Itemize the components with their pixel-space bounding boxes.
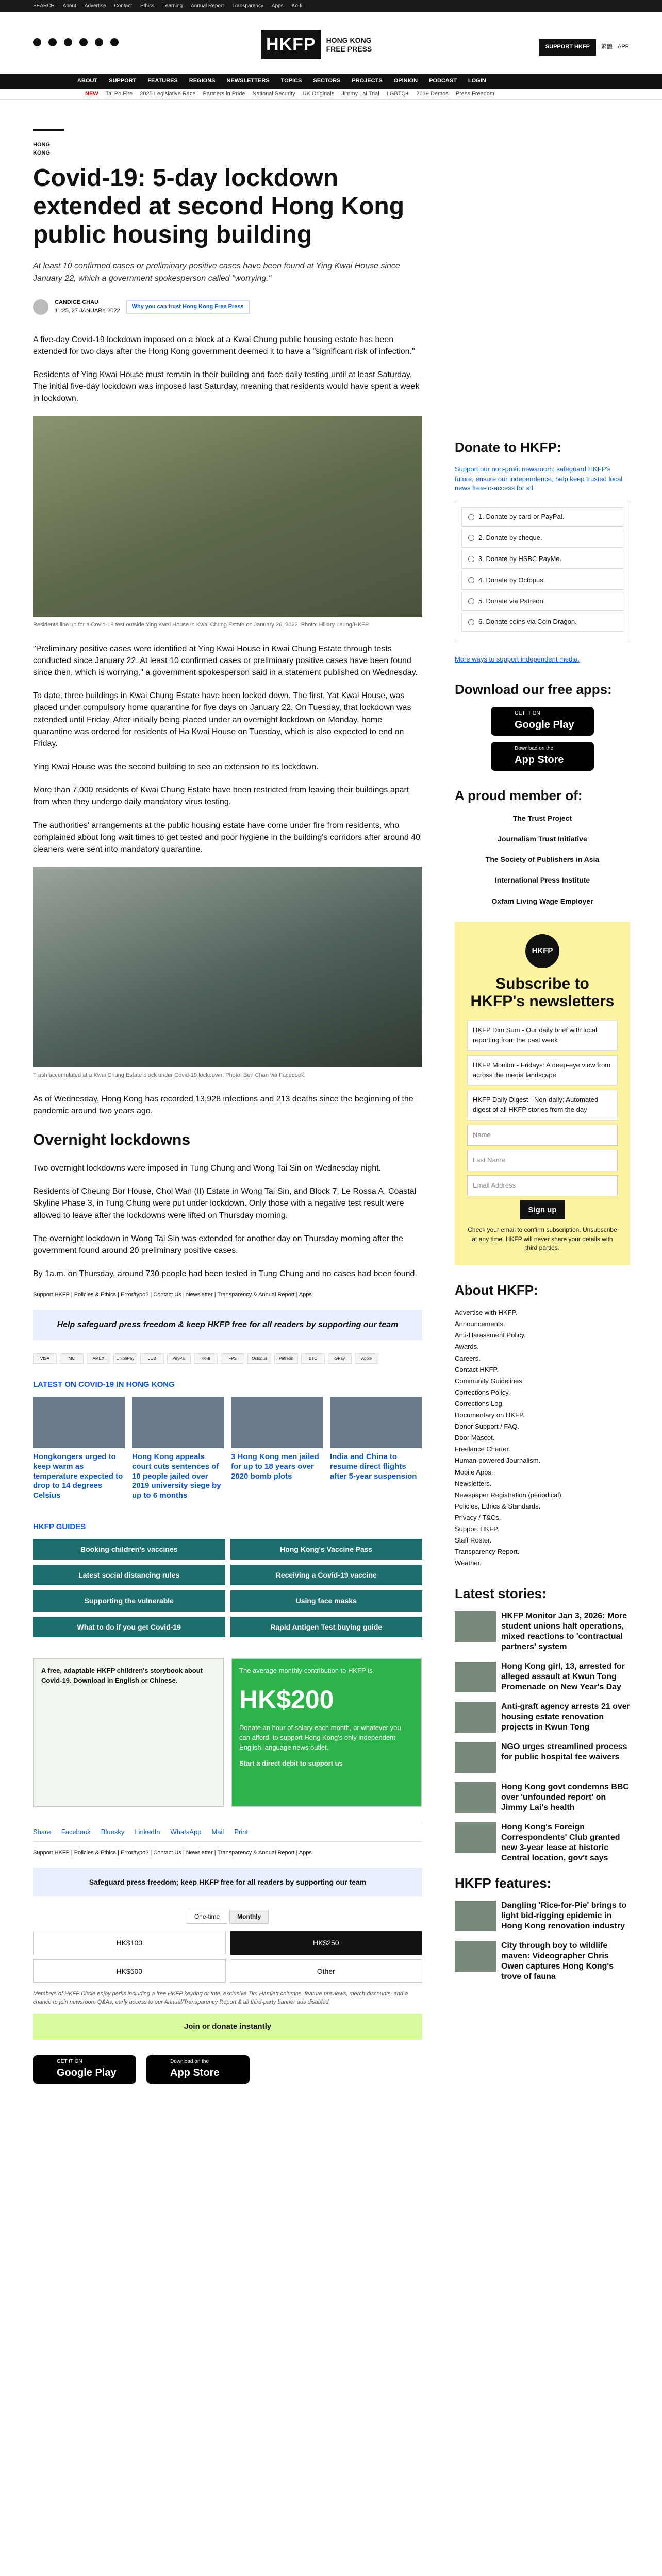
guide-button[interactable]: Receiving a Covid-19 vaccine	[230, 1565, 423, 1585]
newsletter-logo: HKFP	[525, 934, 559, 968]
paragraph: "Preliminary positive cases were identified at Ying Kwai House in Kwai Chung Estate through tests conducted since January 22. At least 10 confirmed cases or preliminary positive cases have been found since then, which is worrying," a government spokesperson said in a statement published on Wednesday.	[33, 644, 418, 677]
paragraph: By 1a.m. on Thursday, around 730 people had been tested in Tung Chung and no cases had been found.	[33, 1269, 417, 1279]
about-link[interactable]: Weather.	[455, 1559, 482, 1567]
feature-item[interactable]	[455, 1941, 630, 1982]
latest-stories	[455, 1584, 630, 1863]
top-utility-bar	[0, 0, 662, 12]
share-link[interactable]: Bluesky	[101, 1827, 125, 1836]
feature-thumbnail	[455, 1941, 496, 1972]
story-title[interactable]: Hong Kong govt condemns BBC over 'unfounded report' on Jimmy Lai's health	[501, 1783, 629, 1812]
trending-link[interactable]: National Security	[252, 90, 295, 97]
about-link[interactable]: Documentary on HKFP.	[455, 1411, 525, 1419]
about-link[interactable]: Corrections Log.	[455, 1399, 504, 1408]
about-link[interactable]: Awards.	[455, 1343, 479, 1351]
trending-link[interactable]: Partners in Pride	[203, 90, 245, 97]
features-title: HKFP features:	[455, 1875, 552, 1891]
support-banner[interactable]: Help safeguard press freedom & keep HKFP free for all readers by supporting our team	[33, 1310, 422, 1340]
about-link[interactable]: Advertise with HKFP.	[455, 1309, 518, 1317]
support-links[interactable]: Support HKFP | Policies & Ethics | Error/typo? | Contact Us | Newsletter | Transparency & Annual Report | Apps	[33, 1292, 312, 1298]
site-header	[0, 12, 662, 74]
payment-logo: BTC	[301, 1353, 325, 1364]
share-bar	[33, 1823, 422, 1842]
share-link[interactable]: WhatsApp	[170, 1827, 202, 1836]
latest-section-title[interactable]: LATEST ON COVID-19 IN HONG KONG	[33, 1380, 175, 1389]
google-play-button[interactable]	[491, 707, 594, 736]
store-small-label: Download on the	[170, 2058, 209, 2064]
logo-mark: HKFP	[261, 30, 321, 59]
promo-body: Donate an hour of salary each month, or whatever you can afford, to support Hong Kong's only independent English-language news outlet.	[239, 1724, 401, 1751]
newsletter-option[interactable]: HKFP Monitor - Fridays: A deep-eye view from across the media landscape	[467, 1055, 618, 1086]
app-link[interactable]: APP	[617, 44, 629, 50]
card-title[interactable]: Hongkongers urged to keep warm as temperature expected to drop to 14 degrees Celsius	[33, 1452, 123, 1500]
donate-option[interactable]: 2. Donate by cheque.	[461, 529, 623, 548]
donate-amounts	[33, 1931, 422, 1983]
support-hkfp-button[interactable]: SUPPORT HKFP	[539, 39, 596, 56]
topbar-link[interactable]: Apps	[271, 3, 284, 9]
paragraph: Ying Kwai House was the second building to see an extension to its lockdown.	[33, 762, 319, 772]
storybook-promo[interactable]	[33, 1658, 224, 1807]
donate-options	[455, 501, 630, 640]
nav-item[interactable]: NEWSLETTERS	[226, 78, 270, 84]
about-link[interactable]: Privacy / T&Cs.	[455, 1513, 501, 1521]
member-logo[interactable]: Journalism Trust Initiative	[498, 834, 587, 843]
store-small-label: GET IT ON	[57, 2058, 82, 2064]
about-list	[455, 1307, 630, 1569]
paragraph: Residents of Cheung Bor House, Choi Wan (II) Estate in Wong Tai Sin, and Block 7, Le Rossa A, Coastal Skyline Phase 3, in Tung Chung were put under lockdown. Only those with a negative test result were allowed to leave after the lockdowns were lifted on Thursday morning.	[33, 1187, 417, 1220]
topbar-link[interactable]: About	[62, 3, 76, 9]
guide-button[interactable]: Rapid Antigen Test buying guide	[230, 1617, 423, 1637]
app-store-button[interactable]	[146, 2055, 250, 2084]
about-link[interactable]: Newsletters.	[455, 1479, 492, 1487]
photo-caption: Residents line up for a Covid-19 test outside Ying Kwai House in Kwai Chung Estate on January 26, 2022. Photo: Hillary Leung/HKFP.	[33, 621, 370, 628]
donate-intro[interactable]: Support our non-profit newsroom: safeguard HKFP's future, ensure our independence, help keep trusted local news free-to-access for all.	[455, 465, 623, 493]
payment-logo: VISA	[33, 1353, 57, 1364]
about-link[interactable]: Staff Roster.	[455, 1536, 492, 1545]
card-title[interactable]: India and China to resume direct flights after 5-year suspension	[330, 1452, 417, 1481]
about-link[interactable]: Freelance Charter.	[455, 1445, 510, 1453]
paragraph: Two overnight lockdowns were imposed in Tung Chung and Wong Tai Sin on Wednesday night.	[33, 1164, 382, 1173]
story-title[interactable]: Hong Kong's Foreign Correspondents' Club granted new 3-year lease at historic Central location, gov't says	[501, 1823, 620, 1863]
photo-caption: Trash accumulated at a Kwai Chung Estate block under Covid-19 lockdown. Photo: Ben Chan via Facebook.	[33, 1072, 306, 1079]
about-link[interactable]: Corrections Policy.	[455, 1388, 510, 1396]
store-small-label: GET IT ON	[515, 710, 540, 717]
about-link[interactable]: Policies, Ethics & Standards.	[455, 1502, 541, 1510]
about-link[interactable]: Mobile Apps.	[455, 1468, 493, 1476]
story-thumbnail	[455, 1702, 496, 1733]
story-item[interactable]	[455, 1611, 630, 1652]
card-thumbnail	[132, 1397, 224, 1448]
latest-card[interactable]	[231, 1397, 323, 1501]
article-photo	[33, 416, 422, 617]
guide-button[interactable]: Latest social distancing rules	[33, 1565, 225, 1585]
about-title: About HKFP:	[455, 1282, 538, 1298]
member-logo[interactable]: Oxfam Living Wage Employer	[491, 896, 593, 905]
donate-frequency-tabs	[33, 1910, 422, 1924]
donate-option[interactable]: 4. Donate by Octopus.	[461, 571, 623, 590]
author-avatar	[33, 299, 48, 315]
about-link[interactable]: Announcements.	[455, 1320, 505, 1328]
bluesky-icon[interactable]	[110, 38, 119, 46]
nav-item[interactable]: REGIONS	[189, 78, 216, 84]
card-thumbnail	[33, 1397, 125, 1448]
share-link[interactable]: Print	[234, 1827, 249, 1836]
promo-row	[33, 1658, 422, 1807]
story-item[interactable]	[455, 1782, 630, 1813]
publish-date: 11:25, 27 JANUARY 2022	[55, 307, 120, 314]
payment-logo: GPay	[328, 1353, 352, 1364]
paragraph: To date, three buildings in Kwai Chung Estate have been locked down. The first, Yat Kwai House, was placed under compulsory home quarantine for five days on January 22. On Tuesday, that lockdown was extended until Friday. After initially being placed under an overnight lockdown on Monday, home quarantine was ordered for residents of Ha Kwai House on Tuesday, which is also expected to end on Friday.	[33, 691, 411, 748]
support-banner[interactable]: Safeguard press freedom; keep HKFP free for all readers by supporting our team	[33, 1868, 422, 1896]
author-name[interactable]: CANDICE CHAU	[55, 299, 98, 306]
contribution-promo[interactable]	[231, 1658, 422, 1807]
newsletter-title: Subscribe to HKFP's newsletters	[470, 975, 615, 1010]
latest-cards	[33, 1397, 422, 1501]
story-thumbnail	[455, 1782, 496, 1813]
story-thumbnail	[455, 1662, 496, 1692]
guides-grid	[33, 1539, 422, 1637]
share-link[interactable]: Mail	[211, 1827, 224, 1836]
topbar-link[interactable]: SEARCH	[33, 3, 55, 9]
last-name-input[interactable]: Last Name	[467, 1150, 618, 1171]
guide-button[interactable]: Using face masks	[230, 1590, 423, 1611]
story-title[interactable]: Hong Kong girl, 13, arrested for alleged assault at Kwun Tong Promenade on New Year's Day	[501, 1662, 625, 1692]
donate-button[interactable]: Join or donate instantly	[33, 2014, 422, 2040]
member-logo[interactable]: The Trust Project	[512, 814, 572, 822]
article	[33, 129, 422, 2094]
member-logo[interactable]: International Press Institute	[494, 876, 590, 885]
logo-text: HONG KONG FREE PRESS	[326, 36, 372, 53]
donate-option[interactable]: 3. Donate by HSBC PayMe.	[461, 550, 623, 569]
share-link[interactable]: Facebook	[61, 1827, 91, 1836]
about-link[interactable]: Careers.	[455, 1354, 481, 1362]
topbar-link[interactable]: Ethics	[140, 3, 155, 9]
payment-logo: Patreon	[274, 1353, 298, 1364]
paragraph: A five-day Covid-19 lockdown imposed on a block at a Kwai Chung public housing estate has been extended for two days after the Hong Kong government deemed it to have a "significant risk of infection."	[33, 335, 415, 356]
feature-title[interactable]: Dangling 'Rice-for-Pie' brings to light bid-rigging epidemic in Hong Kong renovation industry	[501, 1901, 627, 1930]
store-name: App Store	[170, 2067, 220, 2079]
trending-link[interactable]: Jimmy Lai Trial	[341, 90, 379, 97]
app-store-button[interactable]	[491, 742, 594, 771]
story-thumbnail	[455, 1822, 496, 1853]
about-link[interactable]: Newspaper Registration (periodical).	[455, 1490, 564, 1499]
promo-amount: HK$200	[239, 1685, 334, 1714]
donate-note: Members of HKFP Circle enjoy perks including a free HKFP keyring or tote, exclusive Tim Hamlett columns, feature previews, merch discounts, and a chance to join newsroom Q&As, early access to our Annual/Transparency Report & all third-party banner ads disabled.	[33, 1990, 408, 2005]
trending-link[interactable]: UK Originals	[302, 90, 335, 97]
store-name: Google Play	[515, 719, 574, 731]
social-icons	[33, 38, 119, 46]
share-link[interactable]: LinkedIn	[135, 1827, 160, 1836]
payment-logo: FPS	[221, 1353, 244, 1364]
promo-heading: The average monthly contribution to HKFP is	[239, 1666, 373, 1674]
author-block	[55, 299, 120, 315]
google-play-button[interactable]	[33, 2055, 136, 2084]
guide-button[interactable]: What to do if you get Covid-19	[33, 1617, 225, 1637]
promo-cta[interactable]: Start a direct debit to support us	[239, 1759, 343, 1767]
card-title[interactable]: Hong Kong appeals court cuts sentences of 10 people jailed over 2019 university siege by up to 6 months	[132, 1452, 221, 1500]
subheading: Overnight lockdowns	[33, 1131, 191, 1148]
store-name: Google Play	[57, 2067, 117, 2079]
x-icon[interactable]	[48, 38, 57, 46]
topbar-link[interactable]: Advertise	[84, 3, 106, 9]
payment-logo: Apple	[355, 1353, 378, 1364]
nav-item[interactable]: TOPICS	[280, 78, 302, 84]
nav-item[interactable]: PODCAST	[429, 78, 457, 84]
newsletter-note: Check your email to confirm subscription. Unsubscribe at any time. HKFP will never share your details with third parties.	[468, 1226, 617, 1252]
email-input[interactable]: Email Address	[467, 1175, 618, 1196]
about-link[interactable]: Support HKFP.	[455, 1524, 499, 1533]
header-actions	[539, 39, 629, 56]
main-nav	[0, 74, 662, 89]
signup-button[interactable]: Sign up	[520, 1200, 565, 1220]
nav-item[interactable]: OPINION	[393, 78, 418, 84]
payment-logo: JCB	[140, 1353, 164, 1364]
member-logo[interactable]: The Society of Publishers in Asia	[485, 855, 600, 864]
paragraph: The overnight lockdown in Wong Tai Sin was extended for another day on Thursday morning after the government found around 20 preliminary positive cases.	[33, 1234, 403, 1255]
donate-title: Donate to HKFP:	[455, 439, 561, 455]
paragraph: More than 7,000 residents of Kwai Chung Estate have been restricted from leaving their buildings apart from when they undergo daily mandatory virus testing.	[33, 786, 409, 807]
guide-button[interactable]: Booking children's vaccines	[33, 1539, 225, 1560]
about-link[interactable]: Transparency Report.	[455, 1548, 520, 1556]
nav-item[interactable]: PROJECTS	[352, 78, 383, 84]
story-title[interactable]: Anti-graft agency arrests 21 over housing estate renovation projects in Kwun Tong	[501, 1702, 630, 1732]
nav-item[interactable]: SECTORS	[313, 78, 341, 84]
trending-bar	[0, 89, 662, 100]
feature-item[interactable]	[455, 1901, 630, 1931]
newsletter-option[interactable]: HKFP Dim Sum - Our daily brief with local reporting from the past week	[467, 1020, 618, 1051]
latest-card[interactable]	[33, 1397, 125, 1501]
site-logo[interactable]	[261, 30, 378, 59]
article-title: Covid-19: 5-day lockdown extended at second Hong Kong public housing building	[33, 164, 405, 249]
payment-logo: AMEX	[87, 1353, 110, 1364]
topbar-link[interactable]: Annual Report	[191, 3, 224, 9]
latest-card[interactable]	[132, 1397, 224, 1501]
story-item[interactable]	[455, 1662, 630, 1692]
story-item[interactable]	[455, 1822, 630, 1863]
topbar-link[interactable]: Learning	[162, 3, 183, 9]
language-toggle[interactable]: 繁體	[601, 44, 613, 50]
trending-link[interactable]: Press Freedom	[455, 90, 494, 97]
byline	[33, 299, 422, 315]
promo-title: A free, adaptable HKFP children's storybook about Covid-19. Download in English or Chinese.	[41, 1666, 203, 1684]
feature-title[interactable]: City through boy to wildlife maven: Videographer Chris Owen captures Hong Kong's trove of fauna	[501, 1941, 614, 1981]
card-title[interactable]: 3 Hong Kong men jailed for up to 18 years over 2020 bomb plots	[231, 1452, 319, 1481]
payment-logo: MC	[60, 1353, 84, 1364]
newsletter-box	[455, 922, 630, 1265]
youtube-icon[interactable]	[79, 38, 88, 46]
member-logos	[455, 813, 630, 906]
article-lead: At least 10 confirmed cases or preliminary positive cases have been found at Ying Kwai House since January 22, which a government spokesperson called "worrying."	[33, 262, 400, 283]
app-store-buttons	[33, 2055, 422, 2084]
sidebar-app-buttons	[455, 707, 630, 771]
trending-link[interactable]: Tai Po Fire	[105, 90, 133, 97]
guide-button[interactable]: Hong Kong's Vaccine Pass	[230, 1539, 423, 1560]
paragraph: Residents of Ying Kwai House must remain in their building and face daily testing until at least Saturday. The initial five-day lockdown was imposed last Saturday, meaning that residents would have spent a week in lockdown.	[33, 370, 420, 403]
story-title[interactable]: NGO urges streamlined process for public hospital fee waivers	[501, 1742, 627, 1762]
amount-option[interactable]: HK$500	[33, 1959, 226, 1983]
story-item[interactable]	[455, 1702, 630, 1733]
store-name: App Store	[515, 754, 564, 766]
payment-logo: Octopus	[247, 1353, 271, 1364]
payment-methods	[33, 1353, 422, 1364]
latest-stories-title: Latest stories:	[455, 1586, 547, 1602]
facebook-icon[interactable]	[33, 38, 41, 46]
amount-option[interactable]: HK$100	[33, 1931, 226, 1955]
store-small-label: Download on the	[515, 745, 554, 752]
payment-logo: UnionPay	[113, 1353, 137, 1364]
trending-link[interactable]: LGBTQ+	[386, 90, 409, 97]
feature-thumbnail	[455, 1901, 496, 1931]
sidebar	[455, 438, 630, 1991]
about-link[interactable]: Community Guidelines.	[455, 1377, 524, 1385]
topbar-link[interactable]: Ko-fi	[291, 3, 303, 9]
topbar-link[interactable]: Contact	[114, 3, 132, 9]
instagram-icon[interactable]	[64, 38, 72, 46]
trust-link[interactable]: Why you can trust Hong Kong Free Press	[126, 300, 250, 314]
about-link[interactable]: Donor Support / FAQ.	[455, 1422, 520, 1431]
apps-title: Download our free apps:	[455, 682, 612, 698]
trending-link[interactable]: 2019 Demos	[416, 90, 449, 97]
linkedin-icon[interactable]	[95, 38, 103, 46]
about-link[interactable]: Human-powered Journalism.	[455, 1456, 541, 1465]
support-links[interactable]: Support HKFP | Policies & Ethics | Error/typo? | Contact Us | Newsletter | Transparency & Annual Report | Apps	[33, 1849, 312, 1856]
name-input[interactable]: Name	[467, 1125, 618, 1146]
nav-item[interactable]: SUPPORT	[109, 78, 137, 84]
nav-item[interactable]: ABOUT	[77, 78, 98, 84]
about-link[interactable]: Contact HKFP.	[455, 1365, 499, 1374]
card-thumbnail	[330, 1397, 422, 1448]
latest-card[interactable]	[330, 1397, 422, 1501]
story-item[interactable]	[455, 1742, 630, 1773]
donate-option[interactable]: 1. Donate by card or PayPal.	[461, 507, 623, 527]
nav-item[interactable]: FEATURES	[147, 78, 178, 84]
member-title: A proud member of:	[455, 787, 583, 803]
story-title[interactable]: HKFP Monitor Jan 3, 2026: More student unions halt operations, mixed reactions to 'contractual partners' system	[501, 1612, 627, 1652]
payment-logo: PayPal	[167, 1353, 191, 1364]
donate-option[interactable]: 5. Donate via Patreon.	[461, 592, 623, 611]
about-link[interactable]: Anti-Harassment Policy.	[455, 1331, 526, 1340]
nav-item[interactable]: LOGIN	[468, 78, 486, 84]
about-link[interactable]: Door Mascot.	[455, 1434, 495, 1442]
newsletter-option[interactable]: HKFP Daily Digest - Non-daily: Automated digest of all HKFP stories from the day	[467, 1090, 618, 1121]
amount-option[interactable]: HK$250	[230, 1931, 423, 1955]
payment-logo: Ko-fi	[194, 1353, 218, 1364]
story-thumbnail	[455, 1742, 496, 1773]
new-badge: NEW	[85, 90, 98, 97]
section-tag[interactable]: HONG KONG	[33, 129, 64, 158]
card-thumbnail	[231, 1397, 323, 1448]
article-photo	[33, 867, 422, 1067]
donate-option[interactable]: 6. Donate coins via Coin Dragon.	[461, 613, 623, 632]
share-link[interactable]: Share	[33, 1827, 51, 1836]
tab-monthly[interactable]: Monthly	[229, 1910, 269, 1924]
story-thumbnail	[455, 1611, 496, 1642]
paragraph: The authorities' arrangements at the public housing estate have come under fire from residents, who complained about long wait times to get tested and poor hygiene in the building's corridors after around 40 cleaners were sent into mandatory quarantine.	[33, 821, 421, 854]
topbar-link[interactable]: Transparency	[232, 3, 263, 9]
amount-option[interactable]: Other	[230, 1959, 423, 1983]
guide-button[interactable]: Supporting the vulnerable	[33, 1590, 225, 1611]
more-ways-link[interactable]: More ways to support independent media.	[455, 655, 580, 664]
guides-section-title: HKFP GUIDES	[33, 1522, 86, 1531]
paragraph: As of Wednesday, Hong Kong has recorded 13,928 infections and 213 deaths since the beginning of the pandemic around two years ago.	[33, 1095, 413, 1116]
trending-link[interactable]: 2025 Legislative Race	[140, 90, 196, 97]
tab-one-time[interactable]: One-time	[187, 1910, 227, 1924]
